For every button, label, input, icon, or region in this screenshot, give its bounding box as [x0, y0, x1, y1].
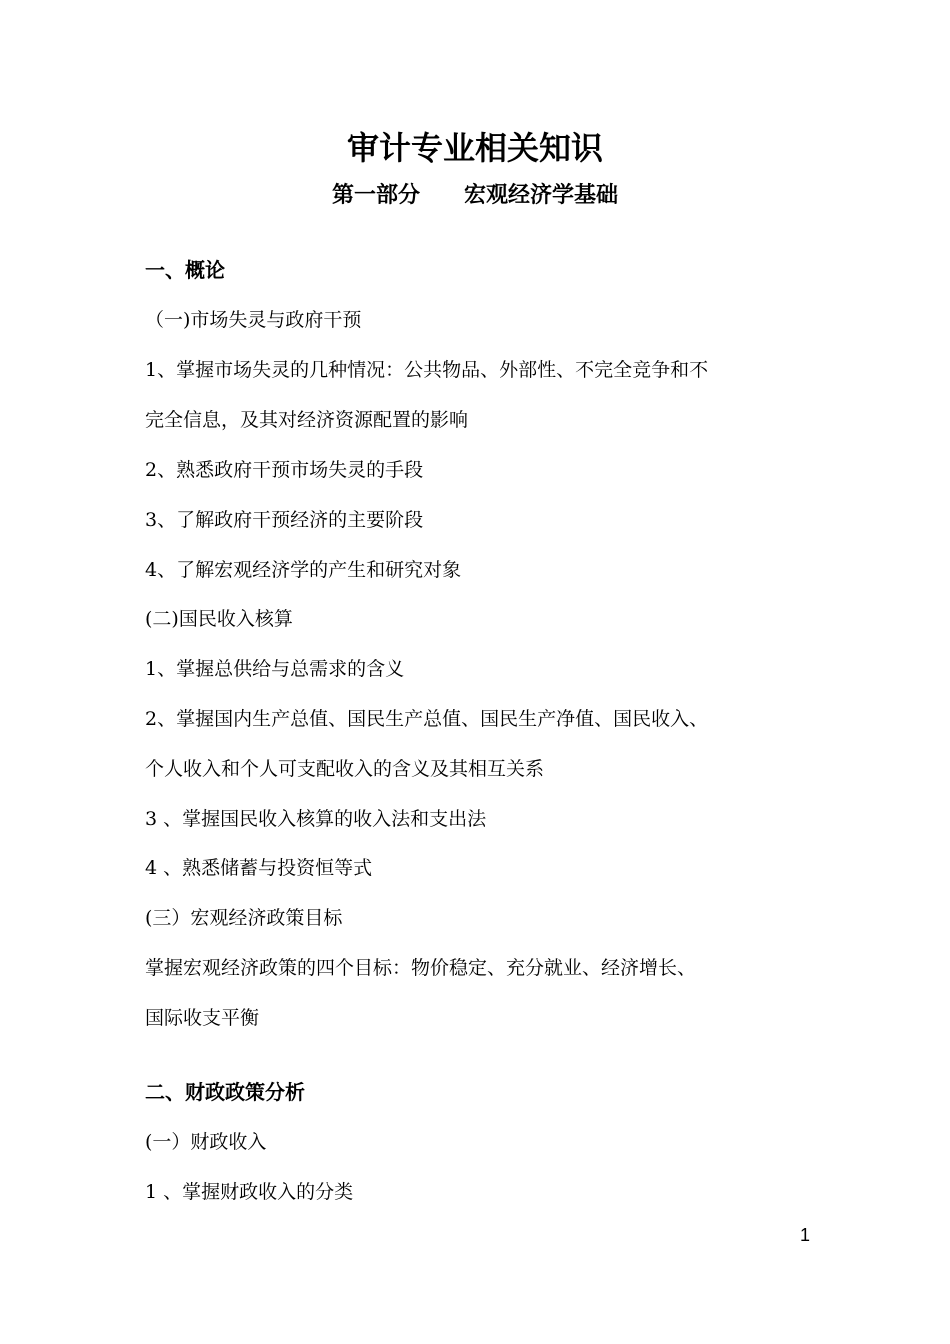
list-item: 4、了解宏观经济学的产生和研究对象 [145, 559, 462, 581]
subsection-policy-goals: (三）宏观经济政策目标 [145, 907, 343, 929]
list-item-continuation: 个人收入和个人可支配收入的含义及其相互关系 [145, 758, 545, 780]
list-item: 3 、掌握国民收入核算的收入法和支出法 [145, 808, 487, 830]
list-item: 2、掌握国内生产总值、国民生产总值、国民生产净值、国民收入、 [145, 708, 709, 730]
section-heading-fiscal-policy: 二、财政政策分析 [145, 1080, 305, 1104]
list-item: 1 、掌握财政收入的分类 [145, 1181, 354, 1203]
list-item: 1、掌握市场失灵的几种情况：公共物品、外部性、不完全竞争和不 [145, 359, 709, 381]
list-item-continuation: 完全信息，及其对经济资源配置的影响 [145, 409, 469, 431]
list-item: 4 、熟悉储蓄与投资恒等式 [145, 857, 373, 879]
list-item: 1、掌握总供给与总需求的含义 [145, 658, 405, 680]
list-item: 3、了解政府干预经济的主要阶段 [145, 509, 424, 531]
section-heading-overview: 一、概论 [145, 258, 225, 282]
subsection-national-income: (二)国民收入核算 [145, 608, 293, 630]
subsection-market-failure: （一)市场失灵与政府干预 [145, 309, 362, 331]
page-number: 1 [799, 1225, 810, 1245]
document-title: 审计专业相关知识 [346, 129, 603, 167]
subsection-fiscal-revenue: (一）财政收入 [145, 1131, 267, 1153]
paragraph-line-continuation: 国际收支平衡 [145, 1007, 260, 1029]
part-subtitle: 第一部分 宏观经济学基础 [331, 183, 618, 208]
list-item: 2、熟悉政府干预市场失灵的手段 [145, 459, 424, 481]
paragraph-line: 掌握宏观经济政策的四个目标：物价稳定、充分就业、经济增长、 [145, 957, 697, 979]
